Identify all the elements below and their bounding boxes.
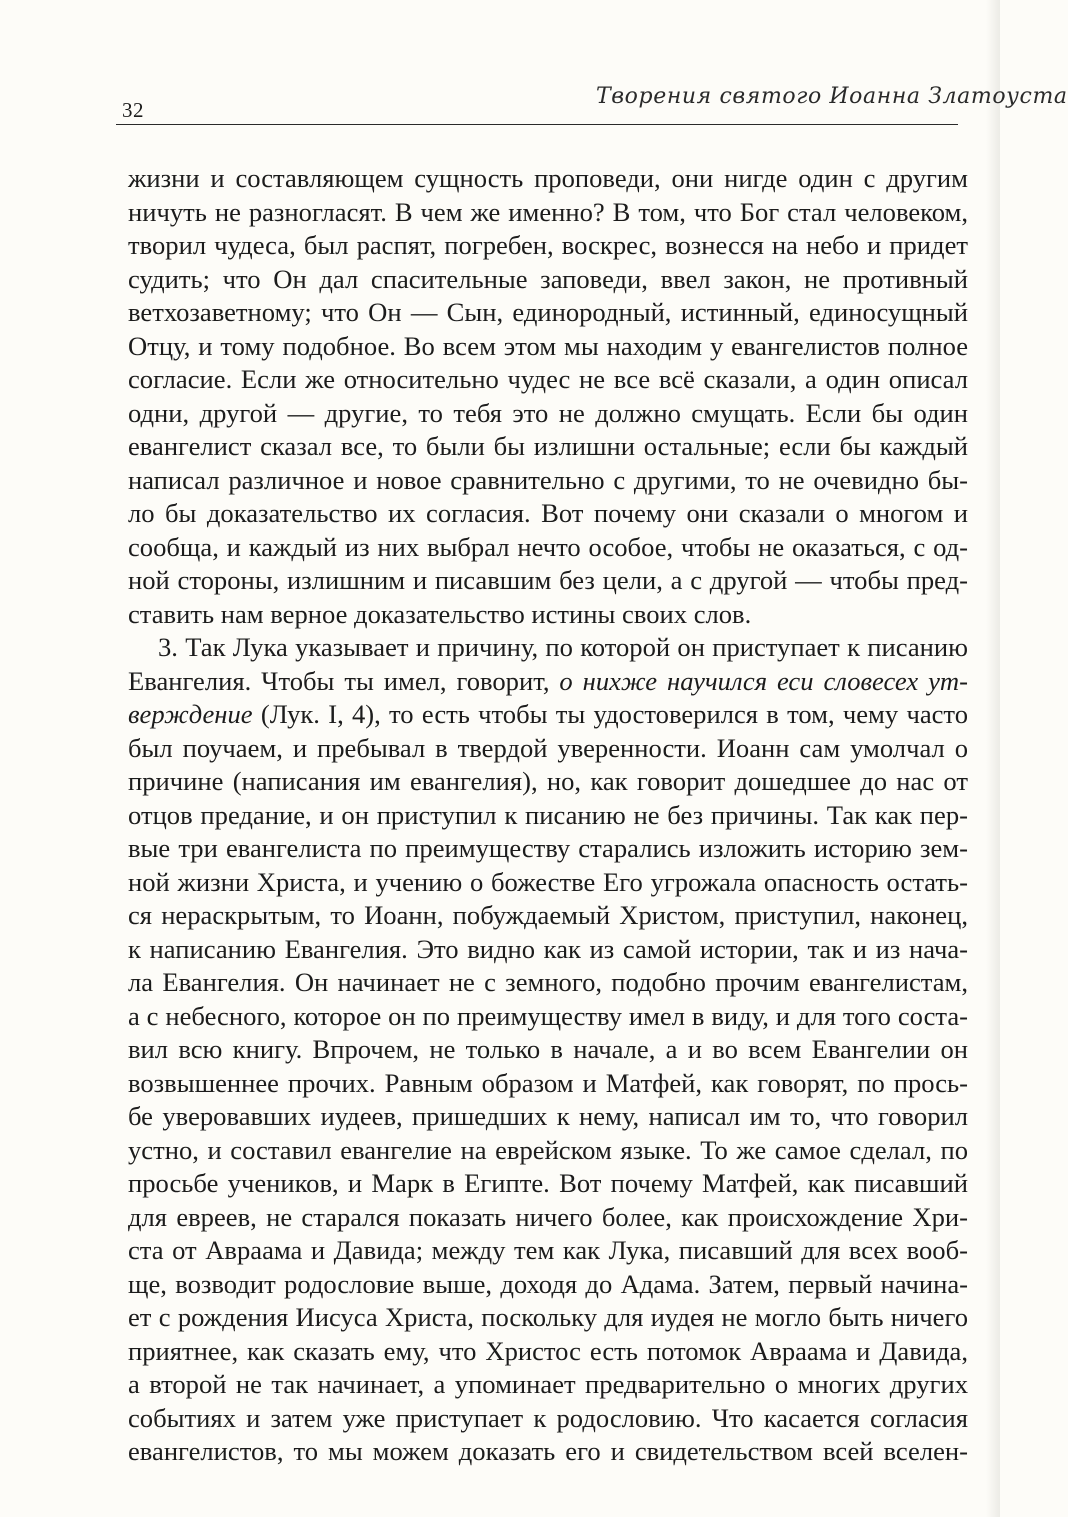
text-line: судить; что Он дал спасительные заповеди, ввел закон, не противный	[128, 263, 968, 294]
paragraph-first-line: 3. Так Лука указывает и причину, по которой он приступает к писанию	[158, 632, 968, 662]
text-line: ной жизни Христа, и учению о божестве Его угрожала опасность остать-	[128, 866, 968, 897]
text-line: ще, возводит родословие выше, доходя до Адама. Затем, первый начина-	[128, 1268, 968, 1299]
text-line: Отцу, и тому подобное. Во всем этом мы находим у евангелистов полное	[128, 330, 968, 361]
text-line: вые три евангелиста по преимуществу старались изложить историю зем-	[128, 833, 968, 863]
text-line-with-quote	[128, 698, 968, 732]
text-line: евангелист сказал все, то были бы излишни остальные; если бы каждый	[128, 431, 968, 461]
text-line: одни, другой — другие, то тебя это не должно смущать. Если бы один	[128, 397, 968, 428]
text-line: ся нераскрытым, то Иоанн, побуждаемый Христом, приступил, наконец,	[128, 900, 968, 930]
text-line: для евреев, не старался показать ничего более, как происхождение Хри-	[128, 1201, 968, 1232]
text-line: событиях и затем уже приступает к родословию. Что касается согласия	[128, 1402, 968, 1433]
text-line: ной стороны, излишним и писавшим без цели, а с другой — чтобы пред-	[128, 565, 968, 595]
text-line: евангелистов, то мы можем доказать его и свидетельством всей вселен-	[128, 1436, 968, 1466]
header-rule	[116, 124, 958, 125]
text-line: возвышеннее прочих. Равным образом и Матфей, как говорят, по прось-	[128, 1067, 968, 1098]
text-line: отцов предание, и он приступил к писанию не без причины. Так как пер-	[128, 799, 968, 830]
text-line: приятнее, как сказать ему, что Христос есть потомок Авраама и Давида,	[128, 1335, 968, 1366]
text-line: ветхозаветному; что Он — Сын, единородный, истинный, единосущный	[128, 297, 968, 327]
text-line-with-quote	[128, 665, 968, 699]
text-line: бе уверовавших иудеев, пришедших к нему, написал им то, что говорил	[128, 1101, 968, 1131]
text-line: сообща, и каждый из них выбрал нечто особое, чтобы не оказаться, с од-	[128, 531, 968, 562]
text-line: ло бы доказательство их согласия. Вот почему они сказали о многом и	[128, 498, 968, 528]
text-line: к написанию Евангелия. Это видно как из самой истории, так и из нача-	[128, 933, 968, 964]
text-line: ставить нам верное доказательство истины своих слов.	[128, 598, 752, 629]
text-line: а с небесного, которое он по преимуществу имел в виду, и для того соста-	[128, 1000, 968, 1031]
text-line: жизни и составляющем сущность проповеди, они нигде один с другим	[128, 163, 968, 193]
text-line: был поучаем, и пребывал в твердой уверенности. Иоанн сам умолчал о	[128, 732, 968, 763]
text-line: ста от Авраама и Давида; между тем как Лука, писавший для всех вооб-	[128, 1235, 968, 1265]
body-text	[128, 162, 968, 1469]
page-number: 32	[122, 98, 144, 122]
text-line: согласие. Если же относительно чудес не все всё сказали, а один описал	[128, 364, 968, 394]
text-line: устно, и составил евангелие на еврейском языке. То же самое сделал, по	[128, 1134, 968, 1165]
text-line: написал различное и новое сравнительно с другими, то не очевидно бы-	[128, 464, 968, 495]
text-line: ла Евангелия. Он начинает не с земного, подобно прочим евангелистам,	[128, 967, 968, 997]
text-span: Евангелия. Чтобы ты имел, говорит,	[128, 665, 560, 696]
text-line: а второй не так начинает, а упоминает предварительно о многих других	[128, 1369, 968, 1399]
text-line: творил чудеса, был распят, погребен, воскрес, вознесся на небо и придет	[128, 230, 968, 260]
text-line: ет с рождения Иисуса Христа, поскольку для иудея не могло быть ничего	[128, 1302, 968, 1332]
scripture-quote: верждение	[128, 699, 253, 729]
text-line: вил всю книгу. Впрочем, не только в начале, а и во всем Евангелии он	[128, 1034, 968, 1064]
page-edge-shadow	[986, 0, 1000, 1517]
scripture-quote: о нихже научился еси словесех ут-	[559, 665, 968, 696]
text-span: (Лук. I, 4), то есть чтобы ты удостоверился в том, чему часто	[252, 699, 968, 729]
running-title: Творения святого Иоанна Златоуста	[596, 84, 1068, 109]
text-line: причине (написания им евангелия), но, как говорит дошедшее до нас от	[128, 766, 968, 796]
text-line: ничуть не разногласят. В чем же именно? В том, что Бог стал человеком,	[128, 196, 968, 227]
text-line: просьбе учеников, и Марк в Египте. Вот почему Матфей, как писавший	[128, 1168, 968, 1198]
